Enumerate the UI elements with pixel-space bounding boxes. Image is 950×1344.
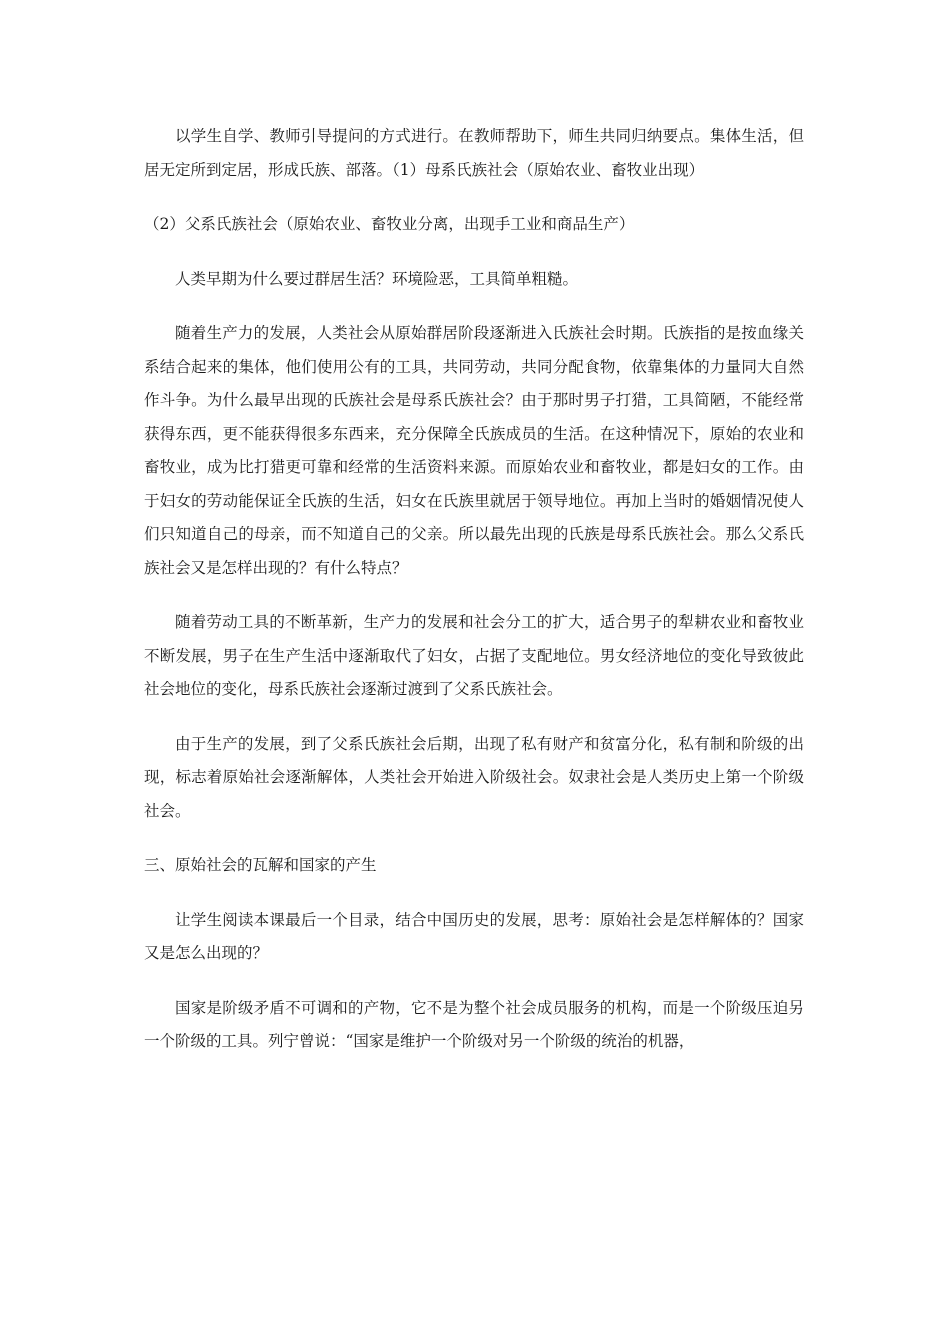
paragraph-intro: 以学生自学、教师引导提问的方式进行。在教师帮助下，师生共同归纳要点。集体生活，但居无定所到定居，形成氏族、部落。（1）母系氏族社会（原始农业、畜牧业出现）	[144, 127, 804, 179]
paragraph-patrilineal-transition: 随着劳动工具的不断革新，生产力的发展和社会分工的扩大，适合男子的犁耕农业和畜牧业不断发展，男子在生产生活中逐渐取代了妇女，占据了支配地位。男女经济地位的变化导致彼此社会地位的变化，母系氏族社会逐渐过渡到了父系氏族社会。	[144, 613, 804, 698]
paragraph-state-definition: 国家是阶级矛盾不可调和的产物，它不是为整个社会成员服务的机构，而是一个阶级压迫另一个阶级的工具。列宁曾说：“国家是维护一个阶级对另一个阶级的统治的机器，	[144, 998, 804, 1050]
section-heading-three: 三、原始社会的瓦解和国家的产生	[144, 856, 377, 874]
paragraph-patrilineal-item: （2）父系氏族社会（原始农业、畜牧业分离，出现手工业和商品生产）	[144, 215, 635, 233]
paragraph-class-society: 由于生产的发展，到了父系氏族社会后期，出现了私有财产和贫富分化，私有制和阶级的出现，标志着原始社会逐渐解体，人类社会开始进入阶级社会。奴隶社会是人类历史上第一个阶级社会。	[144, 734, 804, 820]
paragraph-matrilineal-society: 随着生产力的发展，人类社会从原始群居阶段逐渐进入氏族社会时期。氏族指的是按血缘关系结合起来的集体，他们使用公有的工具，共同劳动，共同分配食物，依靠集体的力量同大自然作斗争。为什么最早出现的氏族社会是母系氏族社会？由于那时男子打猎，工具简陋，不能经常获得东西，更不能获得很多东西来，充分保障全氏族成员的生活。在这种情况下，原始的农业和畜牧业，成为比打猎更可靠和经常的生活资料来源。而原始农业和畜牧业，都是妇女的工作。由于妇女的劳动能保证全氏族的生活，妇女在氏族里就居于领导地位。再加上当时的婚姻情况使人们只知道自己的母亲，而不知道自己的父亲。所以最先出现的氏族是母系氏族社会。那么父系氏族社会又是怎样出现的？有什么特点？	[144, 324, 804, 577]
paragraph-reading-task: 让学生阅读本课最后一个目录，结合中国历史的发展，思考：原始社会是怎样解体的？国家又是怎么出现的？	[144, 910, 804, 962]
paragraph-group-living: 人类早期为什么要过群居生活？环境险恶，工具简单粗糙。	[175, 269, 579, 288]
document-body	[144, 120, 804, 1080]
